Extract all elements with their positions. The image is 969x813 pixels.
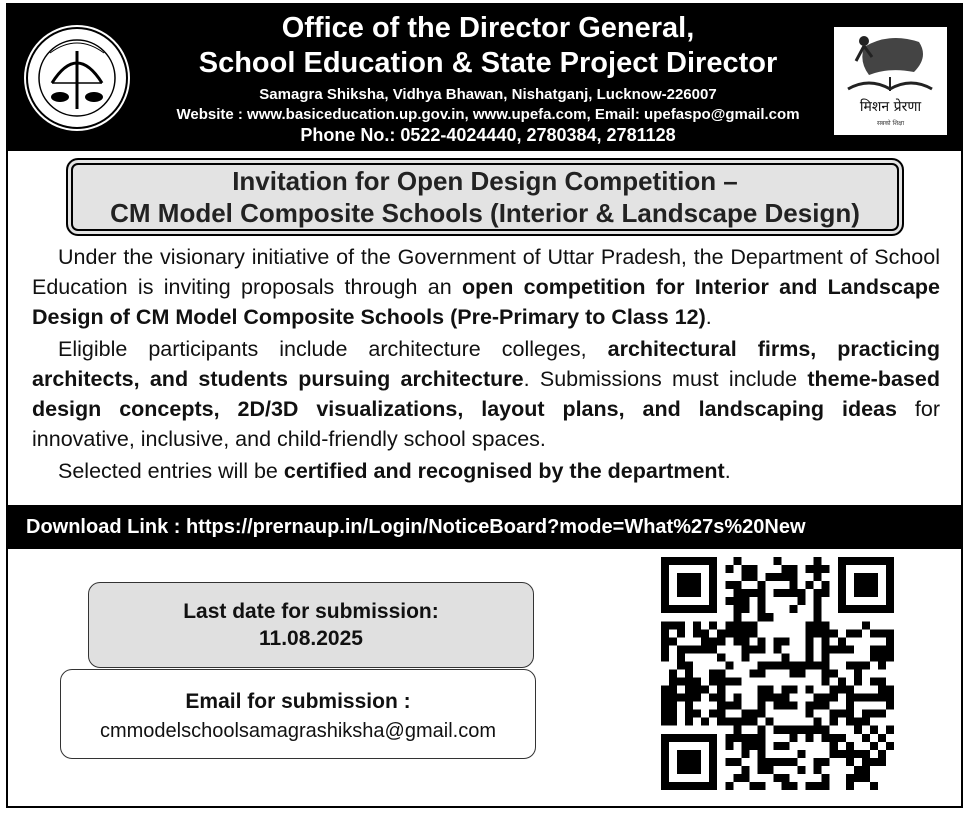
logo-graphic bbox=[834, 27, 947, 97]
p2-text-a: Eligible participants include architecture colleges, bbox=[58, 337, 608, 361]
header-bar bbox=[8, 5, 961, 151]
mission-prerna-logo-icon bbox=[834, 27, 947, 135]
header-phone: Phone No.: 0522-4024440, 2780384, 2781128 bbox=[300, 125, 676, 145]
notice-page bbox=[6, 3, 963, 808]
notice-title-line1: Invitation for Open Design Competition – bbox=[232, 166, 738, 196]
header-address: Samagra Shiksha, Vidhya Bhawan, Nishatganj, Lucknow-226007 bbox=[259, 86, 717, 103]
logo-text: मिशन प्रेरणा bbox=[859, 99, 922, 115]
last-date-value: 11.08.2025 bbox=[259, 627, 363, 650]
p2-text-bold2: theme-based design concepts, 2D/3D visualizations, layout plans, and landscaping ideas bbox=[32, 367, 940, 421]
notice-title-line2: CM Model Composite Schools (Interior & Landscape Design) bbox=[110, 198, 860, 228]
last-date-box bbox=[88, 582, 534, 668]
p2-text-e: for innovative, inclusive, and child-friendly school spaces. bbox=[32, 397, 940, 451]
header-title-line1: Office of the Director General, bbox=[281, 12, 695, 44]
paragraph-eligibility bbox=[32, 334, 940, 454]
notice-body bbox=[32, 242, 940, 488]
p1-text-a: Under the visionary initiative of the Government of Uttar Pradesh, the Department of School Education is inviting proposals through an bbox=[32, 245, 940, 299]
p3-text-bold: certified and recognised by the department bbox=[283, 459, 725, 483]
paragraph-intro bbox=[32, 242, 940, 332]
p2-text-c: . Submissions must include bbox=[523, 367, 808, 391]
last-date-label: Last date for submission: bbox=[183, 600, 439, 623]
p1-text-bold: open competition for Interior and Landscape Design of CM Model Composite Schools (Pre-Primary to Class 12) bbox=[32, 275, 940, 329]
paragraph-selection bbox=[32, 456, 940, 486]
header-title-line2: School Education & State Project Director bbox=[198, 47, 778, 79]
p2-text-bold1: architectural firms, practicing architects, and students pursuing architecture bbox=[32, 337, 941, 391]
email-label: Email for submission : bbox=[185, 690, 411, 713]
email-value[interactable]: cmmodelschoolsamagrashiksha@gmail.com bbox=[99, 720, 496, 742]
up-state-emblem-icon bbox=[22, 23, 132, 133]
qr-code-icon[interactable] bbox=[661, 557, 894, 790]
logo-subtext: सबको शिक्षा bbox=[876, 120, 905, 127]
download-link-bar[interactable]: Download Link : https://prernaup.in/Login/NoticeBoard?mode=What%27s%20New bbox=[8, 505, 961, 549]
p3-text-a: Selected entries will be bbox=[58, 459, 284, 483]
notice-title-box bbox=[66, 158, 904, 236]
p1-text-c: . bbox=[705, 305, 712, 329]
p3-text-c: . bbox=[724, 459, 731, 483]
submission-email-box bbox=[60, 669, 536, 759]
header-web-email: Website : www.basiceducation.up.gov.in, www.upefa.com, Email: upefaspo@gmail.com bbox=[176, 106, 800, 123]
